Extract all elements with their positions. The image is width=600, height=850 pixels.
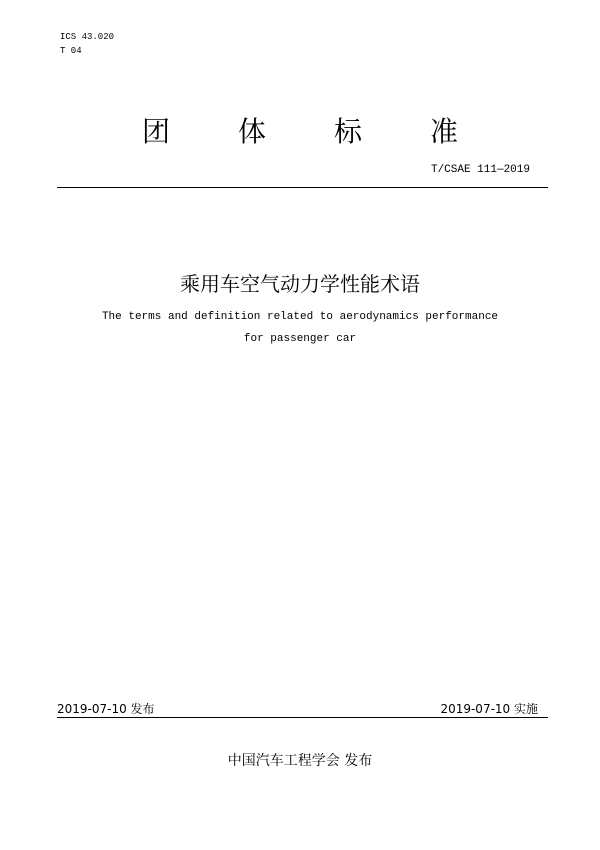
ics-code: ICS 43.020 (60, 32, 115, 42)
implement-date: 2019-07-10 实施 (440, 702, 538, 716)
classification-codes (60, 30, 114, 58)
document-title-en-line1: The terms and definition related to aerodynamics performance (101, 311, 499, 323)
publish-date: 2019-07-10 发布 (57, 702, 155, 716)
title-char: 标 (334, 115, 363, 148)
bottom-divider (57, 717, 548, 718)
title-char: 准 (430, 115, 459, 148)
standard-type-title (0, 110, 600, 150)
publisher: 中国汽车工程学会 发布 (227, 753, 373, 769)
top-divider (57, 187, 548, 188)
title-char: 团 (141, 115, 170, 148)
document-title-zh: 乘用车空气动力学性能术语 (180, 272, 420, 296)
standard-number: T/CSAE 111—2019 (430, 164, 530, 176)
document-title-en-line2: for passenger car (243, 333, 357, 345)
title-char: 体 (237, 115, 266, 148)
ccs-code: T 04 (60, 46, 82, 56)
